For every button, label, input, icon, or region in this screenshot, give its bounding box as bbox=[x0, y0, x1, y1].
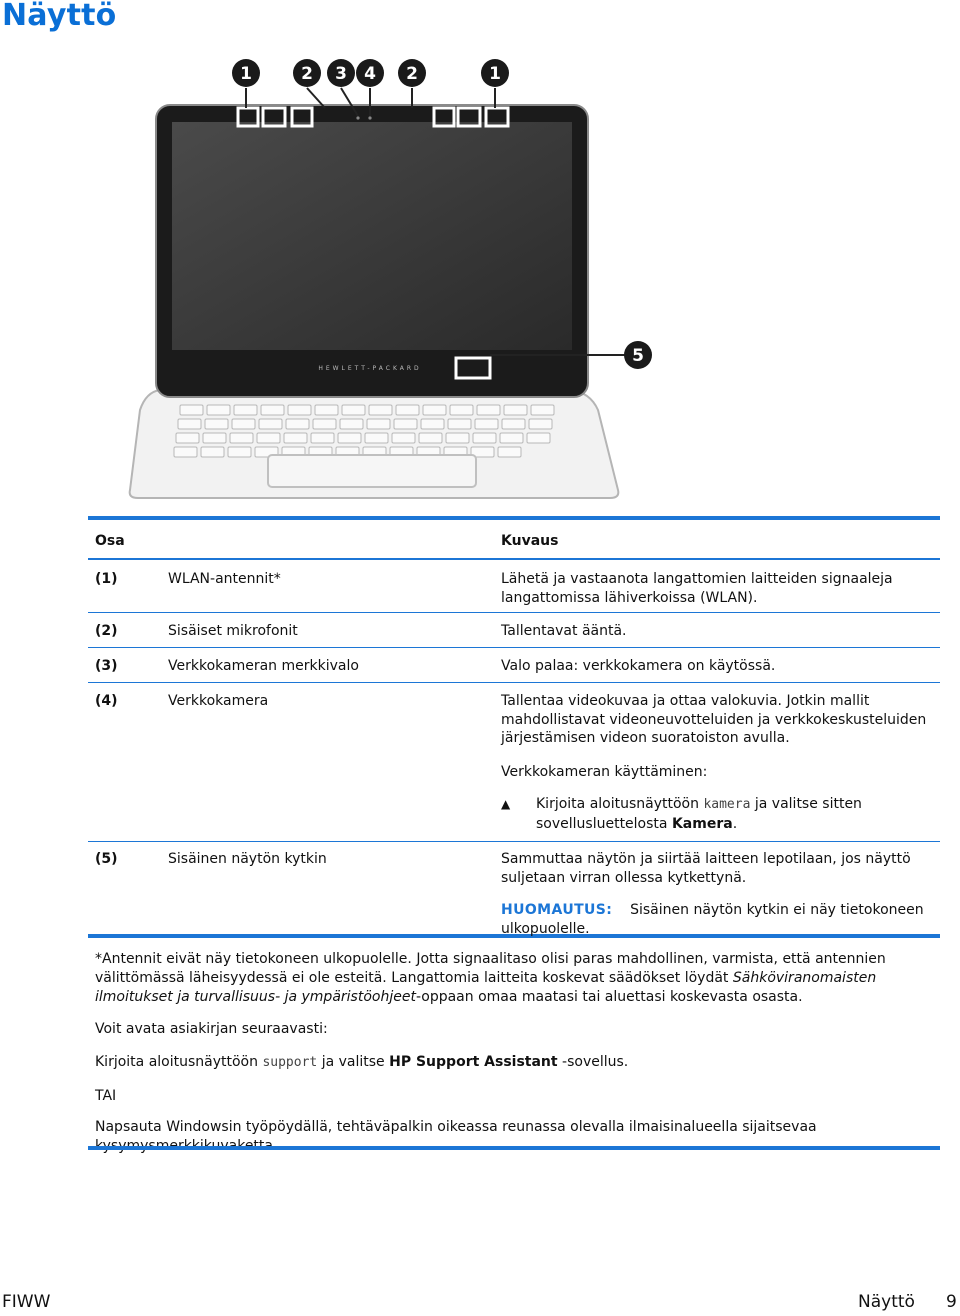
code-kamera: kamera bbox=[703, 797, 751, 812]
section-end-rule bbox=[88, 1146, 940, 1150]
callout-3 bbox=[327, 59, 355, 87]
row-part: WLAN-antennit* bbox=[168, 571, 281, 587]
footnote: *Antennit eivät näy tietokoneen ulkopuolelle. Jotta signaalitaso olisi paras mahdollinen, varmista, että antennien välittömässä läheisyydessä ei ole esteitä. Langattomia laitteita koskevat säädökset löydät Sähköviranomaisten ilmoitukset ja turvallisuus- ja ympäristöohjeet-oppaan omaa maatasi tai aluettasi koskevasta osasta. bbox=[95, 951, 886, 1005]
row-description: Valo palaa: verkkokamera on käytössä. bbox=[501, 658, 776, 674]
callout-5 bbox=[624, 341, 652, 369]
footer-left: FIWW bbox=[2, 1292, 51, 1312]
row-description: Tallentaa videokuvaa ja ottaa valokuvia. Jotkin mallit mahdollistavat videoneuvotteluiden ja verkkokeskusteluiden järjestämisen videon suoratoiston avulla. bbox=[501, 693, 927, 746]
row-number: (2) bbox=[95, 623, 118, 639]
callout-1 bbox=[481, 59, 509, 87]
table-header bbox=[88, 520, 940, 560]
laptop-display-figure bbox=[120, 50, 680, 510]
row-description: Lähetä ja vastaanota langattomien laitteiden signaaleja langattomissa lähiverkoissa (WLAN). bbox=[501, 571, 893, 606]
row-number: (4) bbox=[95, 693, 118, 709]
instruction-support: Kirjoita aloitusnäyttöön support ja valitse HP Support Assistant -sovellus. bbox=[95, 1054, 629, 1070]
table-row bbox=[88, 648, 940, 683]
row-part: Verkkokamera bbox=[168, 693, 269, 709]
app-name-hp-support: HP Support Assistant bbox=[389, 1054, 558, 1070]
table-row bbox=[88, 842, 940, 937]
open-doc-text: Voit avata asiakirjan seuraavasti: bbox=[95, 1021, 328, 1037]
bezel-brand: HEWLETT-PACKARD bbox=[318, 365, 422, 372]
svg-text:1: 1 bbox=[489, 64, 501, 84]
component-table bbox=[88, 516, 940, 938]
guide-title: Sähköviranomaisten ilmoitukset ja turvallisuus- ja ympäristöohjeet bbox=[95, 970, 877, 1005]
code-support: support bbox=[262, 1055, 318, 1070]
callout-1 bbox=[232, 59, 260, 87]
or-text: TAI bbox=[95, 1088, 117, 1104]
row-part: Sisäinen näytön kytkin bbox=[168, 851, 327, 867]
note bbox=[501, 901, 931, 938]
footer-page-number: 9 bbox=[946, 1292, 957, 1312]
row-number: (3) bbox=[95, 658, 118, 674]
callout-4 bbox=[356, 59, 384, 87]
footer-section: Näyttö bbox=[858, 1292, 915, 1312]
webcam-usage-heading: Verkkokameran käyttäminen: bbox=[501, 764, 708, 780]
note-label: HUOMAUTUS: bbox=[501, 902, 613, 918]
callout-2 bbox=[398, 59, 426, 87]
webcam-usage-bullet: ▲ Kirjoita aloitusnäyttöön kamera ja valitse sitten sovellusluettelosta Kamera. bbox=[501, 796, 862, 832]
table-row bbox=[88, 560, 940, 613]
row-number: (5) bbox=[95, 851, 118, 867]
bullet-triangle-icon: ▲ bbox=[501, 797, 511, 811]
app-name-kamera: Kamera bbox=[671, 815, 733, 832]
header-description: Kuvaus bbox=[501, 533, 559, 549]
svg-text:2: 2 bbox=[301, 64, 313, 84]
row-part: Sisäiset mikrofonit bbox=[168, 623, 298, 639]
svg-text:2: 2 bbox=[406, 64, 418, 84]
callout-2 bbox=[293, 59, 321, 87]
row-description: Tallentavat ääntä. bbox=[501, 623, 627, 639]
instruction-help-icon: Napsauta Windowsin työpöydällä, tehtäväpalkin oikeassa reunassa olevalla ilmaisinalueella sijaitsevaa bbox=[95, 1119, 817, 1135]
svg-text:1: 1 bbox=[240, 64, 252, 84]
row-part: Verkkokameran merkkivalo bbox=[168, 658, 359, 674]
row-number: (1) bbox=[95, 571, 118, 587]
note-text: Sisäinen näytön kytkin ei näy tietokoneen ulkopuolelle. bbox=[501, 902, 924, 937]
table-row bbox=[88, 683, 940, 842]
header-part: Osa bbox=[95, 533, 125, 549]
page-title: Näyttö bbox=[2, 0, 117, 33]
svg-text:3: 3 bbox=[335, 64, 347, 84]
svg-text:4: 4 bbox=[364, 64, 376, 84]
svg-text:5: 5 bbox=[632, 346, 644, 366]
row-description: Sammuttaa näytön ja siirtää laitteen lepotilaan, jos näyttö suljetaan virran ollessa kytkettynä. bbox=[501, 851, 911, 886]
table-row bbox=[88, 613, 940, 648]
